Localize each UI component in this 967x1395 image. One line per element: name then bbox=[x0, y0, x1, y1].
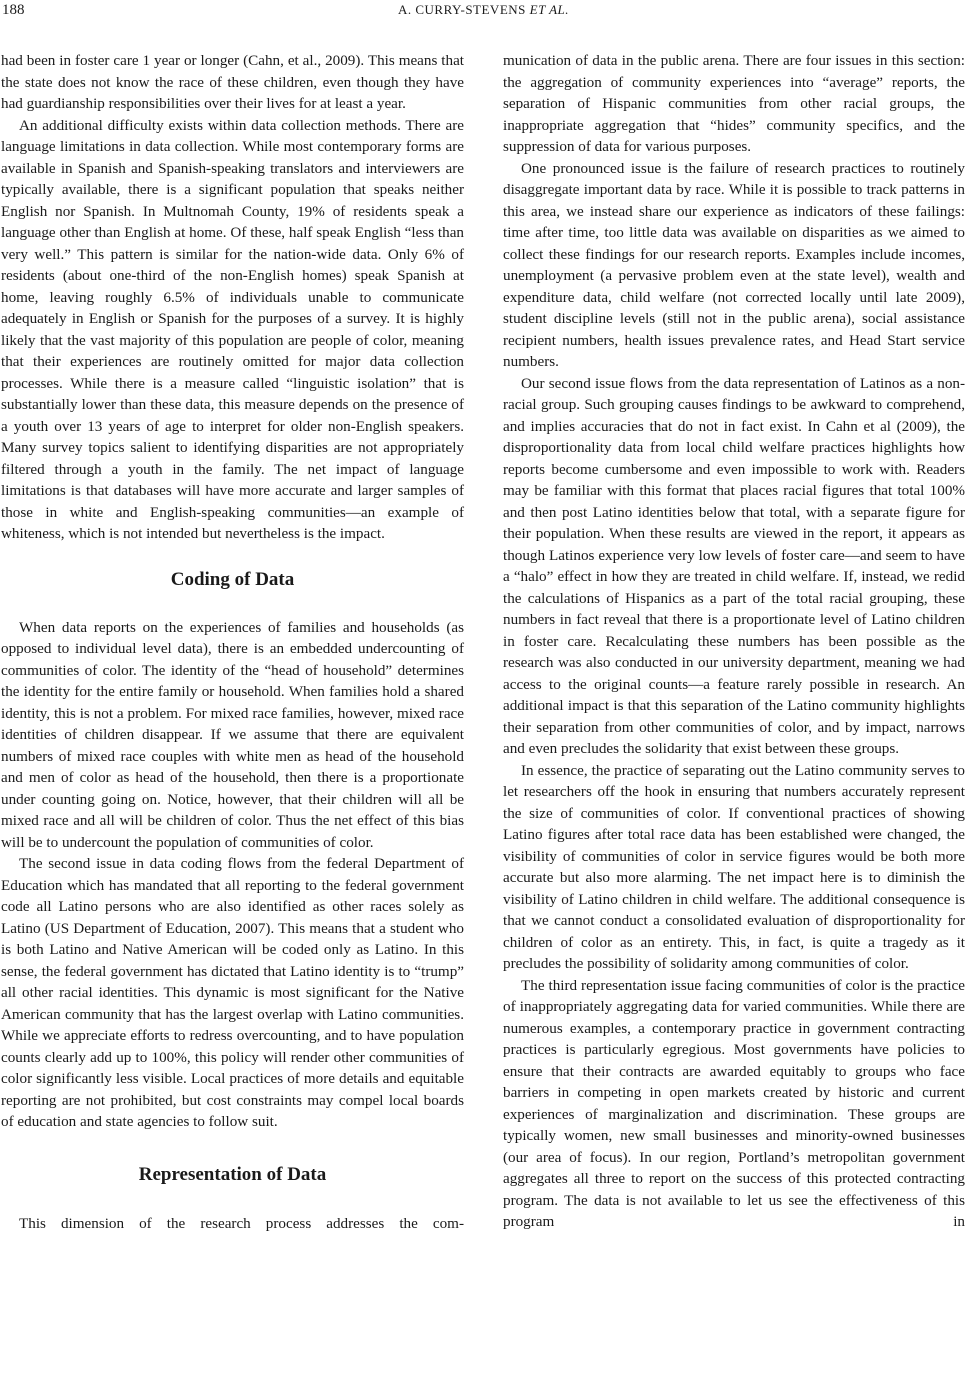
paragraph: This dimension of the research process addresses the com- bbox=[19, 1214, 464, 1232]
running-etal: ET AL. bbox=[529, 2, 570, 17]
paragraph: The second issue in data coding flows from the federal Department of Education which has mandated that all reporting to the federal government code all Latino persons who are also identified as other races solely as Latino (US Department of Education, 2007). This means that a student who is both Latino and Native American will be coded only as Latino. In this sense, the federal government has dictated that Latino identity is to “trump” all other racial identities. This dynamic is most significant for the Native American community that has the largest overlap with Latino communities. While we appreciate efforts to redress overcounting, and to have population counts clearly add up to 100%, this policy will render other communities of color significantly less visible. Local practices of more details and equitable reporting are not prohibited, but cost constraints may compel local boards of education and state agencies to follow suit. bbox=[1, 855, 464, 1130]
left-column bbox=[1, 50, 464, 1234]
running-header bbox=[0, 0, 967, 24]
section-heading-representation: Representation of Data bbox=[138, 1163, 327, 1185]
running-authors: A. CURRY-STEVENS bbox=[397, 2, 526, 17]
paragraph: had been in foster care 1 year or longer (Cahn, et al., 2009). This means that the state does not know the race of these children, even though they have had guardianship responsibilities over their lives for at least a year. bbox=[1, 52, 464, 112]
paragraph: Our second issue flows from the data representation of Latinos as a non-racial group. Such grouping causes findings to be awkward to comprehend, and implies accuracies that do not in fact exist. In Cahn et al (2009), the disproportionality data from local child welfare practices highlights how reports become cumbersome and even impossible to work with. Readers may be familiar with this format that places racial figures that total 100% and then post Latino identities below that total, with a separate figure for their population. When these results are viewed in the report, it appears as though Latinos experience very low levels of foster care—and seem to have a “halo” effect in how they are treated in child welfare. If, instead, we redid the calculations of Hispanics as a part of the total racial grouping, these numbers in fact reveal that there is a proportionate level of Latino children in foster care. Recalculating these numbers has been possible as the research was also conducted in our university department, meaning we had access to the original counts—a feature rarely possible in research. An additional impact is that this separation of the Latino community highlights their separation from other communities of color, and by impact, narrows and even precludes the solidarity that exist between these groups. bbox=[503, 374, 965, 757]
paragraph: When data reports on the experiences of families and households (as opposed to individual level data), there is an embedded undercounting of communities of color. The identity of the “head of household” determines the identity for the entire family or household. When families hold a shared identity, this is not a problem. For mixed race families, however, mixed race identities of children disappear. If we assume that there are equivalent numbers of mixed race couples with white men as head of the household and men of color as head of the household, then there is a proportionate under counting going on. Notice, however, that their children will all be mixed race and all will be children of color. Thus the net effect of this bias will be to undercount the population of communities of color. bbox=[1, 618, 464, 851]
page-number: 188 bbox=[2, 2, 25, 18]
right-column bbox=[503, 50, 965, 1233]
paragraph: In essence, the practice of separating out the Latino community serves to let researchers off the hook in ensuring that numbers accurately represent the size of communities of color. If conventional practices of showing Latino figures after total race data has been established were changed, the visibility of communities of color in service figures would be both more accurate but also more alarming. The net impact here is to diminish the visibility of Latino children in child welfare. The additional consequence is that we cannot conduct a consolidated evaluation of disproportionality for children of color as an entirety. This, in fact, is quite a tragedy as it precludes the possibility of solidarity among communities of color. bbox=[503, 761, 965, 972]
running-title bbox=[0, 2, 967, 18]
section-heading-coding: Coding of Data bbox=[170, 568, 295, 590]
paragraph: An additional difficulty exists within data collection methods. There are language limitations in data collection. While most contemporary forms are available in Spanish and Spanish-speaking translators and interviewers are typically available, there is a significant population that speaks neither English nor Spanish. In Multnomah County, 19% of residents speak a language other than English at home. Of these, half speak English “less than very well.” This pattern is similar for the nation-wide data. Only 6% of residents (about one-third of the non-English homes) speak Spanish at home, leaving roughly 6.5% of individuals unable to communicate adequately in English or Spanish for the purposes of a survey. It is highly likely that the vast majority of this population are people of color, meaning that their experiences are routinely omitted for major data collection processes. While there is a measure called “linguistic isolation” that is substantially lower than these data, this measure depends on the presence of a youth over 13 years of age to interpret for older non-English speakers. Many survey topics salient to identifying disparities are not appropriately filtered through a youth in the family. The net impact of language limitations is that databases will have more accurate and larger samples of those in white and English-speaking communities—an example of whiteness, which is not intended but nevertheless is the impact. bbox=[1, 116, 464, 542]
paragraph: munication of data in the public arena. There are four issues in this section: the aggregation of community experiences into “average” reports, the separation of Hispanic communities from other racial groups, the inappropriate aggregation that “hides” community specifics, and the suppression of data for various purposes. bbox=[503, 52, 965, 155]
paragraph: One pronounced issue is the failure of research practices to routinely disaggregate important data by race. While it is possible to track patterns in this area, we instead share our experience as indicators of these failings: time after time, too little data was available on disparities as we aimed to collect these findings for our research reports. Examples include incomes, unemployment (a pervasive problem even at the state level), wealth and expenditure data, child welfare (not corrected locally until late 2009), student discipline levels (still not in the public arena), social assistance recipient numbers, health issues prevalence rates, and Head Start service numbers. bbox=[503, 159, 965, 370]
paragraph: The third representation issue facing communities of color is the practice of inappropriately aggregating data for varied communities. While there are numerous examples, a contemporary practice in government contracting practices is particularly egregious. Most governments have policies to ensure that their contracts are awarded equitably to groups who face barriers in competing in open markets created by historic and current experiences of marginalization and discrimination. These groups are typically women, new small businesses and minority-owned businesses (our area of focus). In our region, Portland’s metropolitan government aggregates all three to report on the success of this protected contracting program. The data is not available to let us see the effectiveness of this program in bbox=[503, 976, 965, 1230]
